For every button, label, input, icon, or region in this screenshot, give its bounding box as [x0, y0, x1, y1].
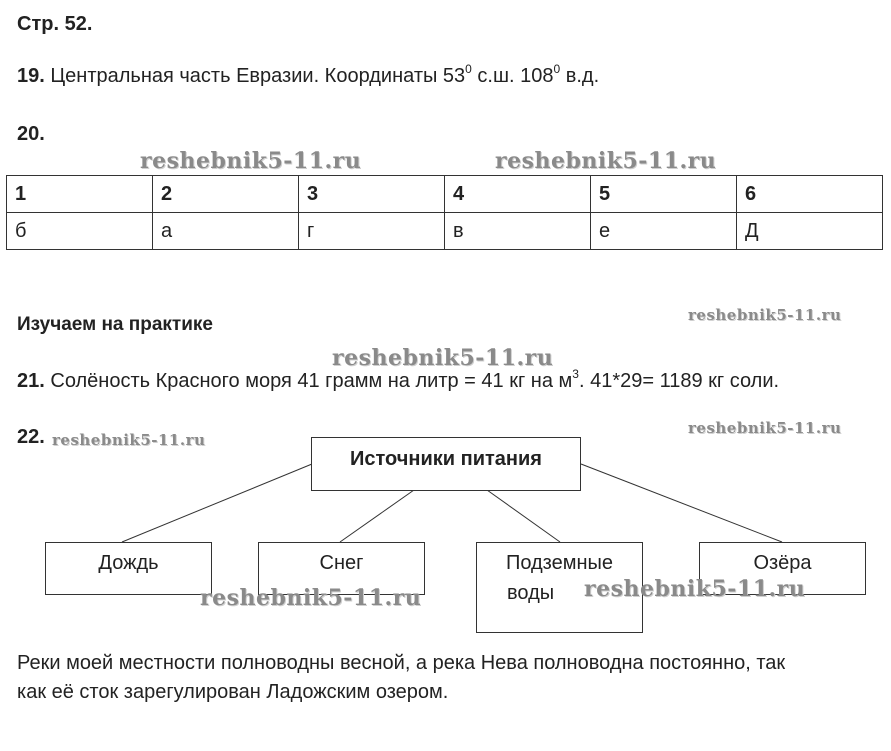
watermark: reshebnik5-11.ru [52, 431, 206, 449]
table-header-cell: 4 [445, 176, 591, 213]
table-cell: е [591, 213, 737, 250]
diagram-node-label: Дождь [98, 552, 159, 574]
diagram-node-label: Озёра [753, 552, 812, 574]
diagram-node-rain [45, 542, 212, 595]
question-21-number: 21. [17, 370, 45, 392]
watermark: reshebnik5-11.ru [688, 306, 842, 324]
cube-sup: 3 [572, 367, 579, 382]
table-header-cell: 6 [737, 176, 883, 213]
table-header-cell: 1 [7, 176, 153, 213]
question-22-number: 22. [17, 426, 45, 448]
degree-sup-2: 0 [553, 62, 561, 77]
degree-sup-1: 0 [465, 62, 472, 77]
table-header-cell: 5 [591, 176, 737, 213]
table-header-cell: 2 [153, 176, 299, 213]
section-title: Изучаем на практике [17, 314, 213, 335]
question-19-number: 19. [17, 65, 45, 87]
question-20-number: 20. [17, 123, 45, 145]
table-header-cell: 3 [299, 176, 445, 213]
diagram-node-label: Снег [319, 552, 364, 574]
watermark: reshebnik5-11.ru [200, 585, 422, 611]
page-header: Стр. 52. [17, 13, 93, 35]
watermark: reshebnik5-11.ru [495, 148, 717, 174]
diagram-root-node [311, 437, 581, 491]
question-19-text-c: в.д. [560, 65, 600, 87]
table-cell: б [7, 213, 153, 250]
watermark: reshebnik5-11.ru [332, 345, 554, 371]
watermark: reshebnik5-11.ru [688, 419, 842, 437]
table-cell: а [153, 213, 299, 250]
conclusion-line-2: как её сток зарегулирован Ладожским озером. [17, 681, 449, 703]
question-21-text-b: . 41*29= 1189 кг соли. [578, 370, 780, 392]
diagram-node-label: воды [507, 582, 555, 604]
table-cell: Д [737, 213, 883, 250]
table-cell: г [299, 213, 445, 250]
diagram-node-label: Подземные [505, 552, 614, 574]
watermark: reshebnik5-11.ru [584, 576, 806, 602]
question-21-text-a: Солёность Красного моря 41 грамм на литр = 41 кг на м [50, 370, 573, 392]
question-19-text-b: с.ш. 108 [471, 65, 554, 87]
watermark: reshebnik5-11.ru [140, 148, 362, 174]
question-19-text-a: Центральная часть Евразии. Координаты 53 [50, 65, 466, 87]
diagram-root-label: Источники питания [350, 448, 542, 470]
conclusion-line-1: Реки моей местности полноводны весной, а река Нева полноводна постоянно, так [17, 652, 786, 674]
table-cell: в [445, 213, 591, 250]
